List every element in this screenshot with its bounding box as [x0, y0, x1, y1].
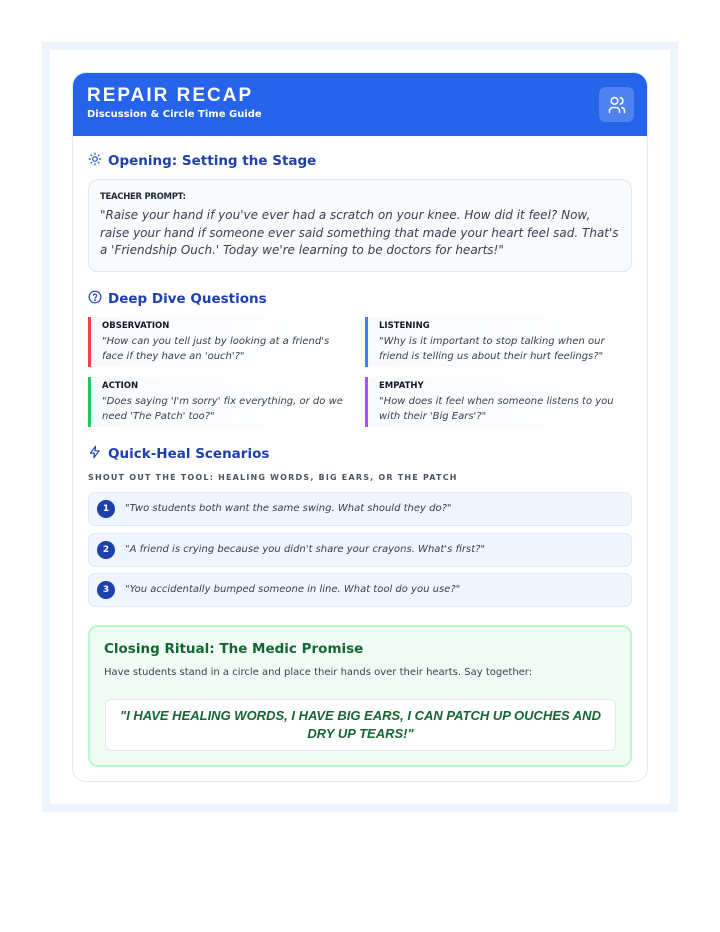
question-action: [88, 377, 354, 427]
scenario-item: [88, 533, 632, 567]
question-label: ACTION: [102, 381, 139, 391]
teacher-prompt-box: [88, 179, 632, 272]
scenario-number: 1: [97, 500, 115, 518]
recap-card: [72, 72, 648, 782]
question-text: "How can you tell just by looking at a friend's face if they have an 'ouch'?": [102, 336, 330, 362]
question-observation: [88, 317, 354, 367]
prompt-text: "Raise your hand if you've ever had a scratch on your knee. How did it feel? Now, raise your hand if someone ever said something that made your heart feel sad. That's a 'Friendship Ouch.' Today we're learning to be doctors for hearts!": [100, 208, 619, 257]
scenarios-heading: [88, 445, 269, 463]
scenario-number: 3: [97, 581, 115, 599]
header-banner: [73, 73, 648, 136]
medic-promise: "I HAVE HEALING WORDS, I HAVE BIG EARS, I CAN PATCH UP OUCHES AND DRY UP TEARS!": [105, 699, 616, 751]
question-label: OBSERVATION: [102, 321, 170, 331]
question-text: "Does saying 'I'm sorry' fix everything, or do we need 'The Patch' too?": [102, 396, 343, 422]
scenario-item: [88, 492, 632, 526]
scenario-text: "You accidentally bumped someone in line. What tool do you use?": [125, 584, 461, 595]
scenario-number: 2: [97, 541, 115, 559]
sun-icon: [88, 152, 102, 170]
question-label: EMPATHY: [379, 381, 424, 391]
question-text: "Why is it important to stop talking when our friend is telling us about their hurt feelings?": [379, 336, 605, 362]
question-empathy: [365, 377, 631, 427]
deep-dive-heading: [88, 290, 267, 308]
scenarios-instruction: SHOUT OUT THE TOOL: HEALING WORDS, BIG EARS, OR THE PATCH: [88, 473, 458, 482]
prompt-label: TEACHER PROMPT:: [100, 192, 186, 202]
question-listening: [365, 317, 631, 367]
closing-title: Closing Ritual: The Medic Promise: [104, 641, 364, 657]
page-subtitle: Discussion & Circle Time Guide: [87, 109, 262, 120]
opening-title: Opening: Setting the Stage: [108, 153, 317, 169]
scenario-text: "A friend is crying because you didn't share your crayons. What's first?": [125, 544, 486, 555]
users-icon: [599, 87, 634, 122]
deep-dive-title: Deep Dive Questions: [108, 291, 267, 307]
lightning-icon: [88, 445, 102, 463]
page-inner: [50, 50, 670, 804]
page-title: REPAIR RECAP: [87, 85, 254, 106]
question-label: LISTENING: [379, 321, 430, 331]
help-circle-icon: [88, 290, 102, 308]
closing-instructions: Have students stand in a circle and place their hands over their hearts. Say together:: [104, 667, 533, 678]
scenarios-title: Quick-Heal Scenarios: [108, 446, 270, 462]
opening-heading: [88, 152, 316, 170]
page-frame: [42, 42, 678, 812]
scenario-text: "Two students both want the same swing. What should they do?": [125, 503, 452, 514]
closing-ritual-box: [88, 625, 632, 767]
question-text: "How does it feel when someone listens to you with their 'Big Ears'?": [379, 396, 614, 422]
scenario-item: [88, 573, 632, 607]
